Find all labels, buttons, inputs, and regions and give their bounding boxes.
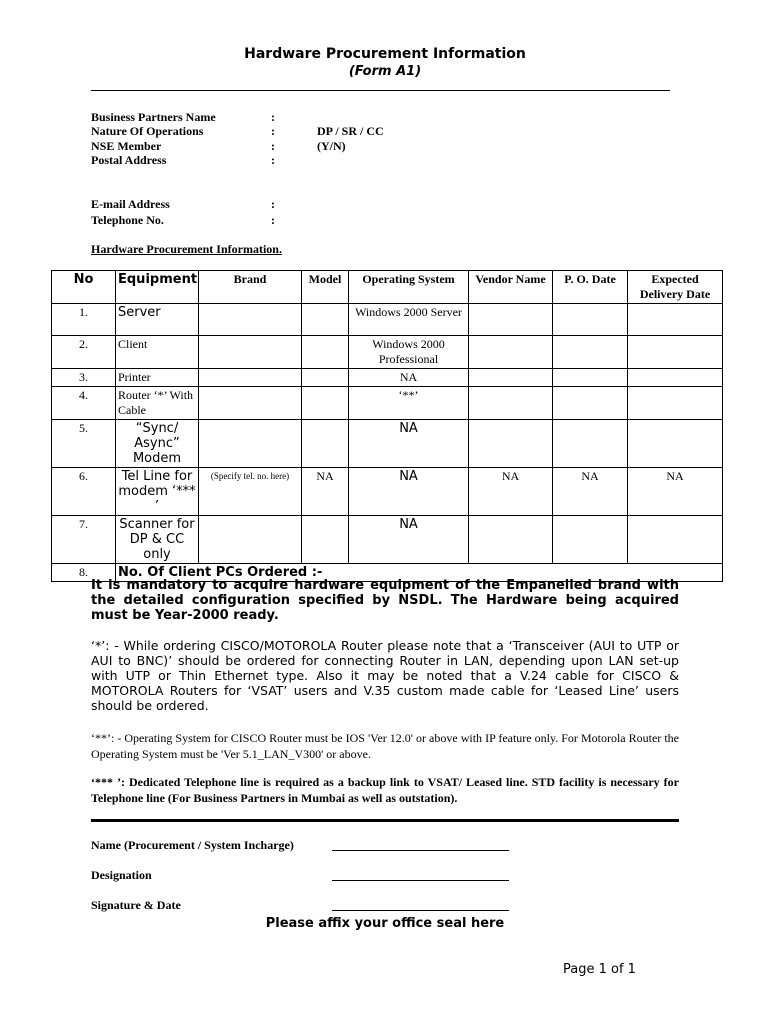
designation-field-label: Designation [91,868,152,882]
cell-model[interactable]: NA [302,468,349,516]
field-label: Telephone No. [91,213,164,227]
page-number: Page 1 of 1 [563,962,636,977]
cell-os: NA [349,369,469,387]
field-label: Nature Of Operations [91,124,204,138]
mandatory-notice: It is mandatory to acquire hardware equipment of the Empanelled brand with the detailed configuration specified by NSDL. The Hardware being acquired must be Year-2000 ready. [91,578,679,623]
column-header-expected-delivery-date: Expected Delivery Date [628,271,723,304]
cell-os: NA [349,420,469,468]
cell-equipment: Router ‘*’ With Cable [116,387,199,420]
cell-delivery[interactable] [628,387,723,420]
cell-equipment: Tel Line for modem ‘*** ’ [116,468,199,516]
field-label: Business Partners Name [91,110,216,124]
cell-no: 4. [52,387,116,420]
cell-no: 3. [52,369,116,387]
cell-vendor[interactable] [469,369,553,387]
field-label: E-mail Address [91,197,170,211]
cell-model[interactable] [302,304,349,336]
cell-po-date[interactable] [553,387,628,420]
cell-po-date[interactable] [553,420,628,468]
field-label: NSE Member [91,139,162,153]
column-header-equipment: Equipment [116,271,199,304]
cell-vendor[interactable]: NA [469,468,553,516]
cell-model[interactable] [302,420,349,468]
hardware-table [51,270,723,582]
section-heading: Hardware Procurement Information. [91,242,282,256]
cell-po-date[interactable]: NA [553,468,628,516]
cell-vendor[interactable] [469,516,553,564]
form-subtitle: (Form A1) [348,64,422,79]
signature-divider [91,819,679,822]
cell-delivery[interactable]: NA [628,468,723,516]
table-row [52,369,723,387]
office-seal-instruction: Please affix your office seal here [265,916,505,931]
cell-no: 1. [52,304,116,336]
cell-brand[interactable] [199,336,302,369]
field-label: Postal Address [91,153,167,167]
cell-os: NA [349,516,469,564]
cell-equipment: Server [116,304,199,336]
cell-po-date[interactable] [553,369,628,387]
table-row [52,387,723,420]
column-header-model: Model [302,271,349,304]
cell-equipment: Scanner for DP & CC only [116,516,199,564]
table-row [52,336,723,369]
cell-model[interactable] [302,369,349,387]
cell-no: 6. [52,468,116,516]
name-field-label: Name (Procurement / System Incharge) [91,838,294,852]
designation-signature-line[interactable] [332,868,509,881]
cell-os: Windows 2000 Professional [349,336,469,369]
form-title: Hardware Procurement Information [244,46,526,62]
cell-model[interactable] [302,516,349,564]
cell-po-date[interactable] [553,516,628,564]
cell-no: 7. [52,516,116,564]
cell-brand[interactable] [199,304,302,336]
client-pcs-ordered[interactable]: No. Of Client PCs Ordered :- [116,564,723,582]
cell-brand[interactable] [199,420,302,468]
field-value[interactable]: DP / SR / CC [317,124,384,138]
cell-brand[interactable] [199,516,302,564]
table-row [52,420,723,468]
cell-delivery[interactable] [628,336,723,369]
cell-po-date[interactable] [553,304,628,336]
cell-equipment: Printer [116,369,199,387]
cell-delivery[interactable] [628,420,723,468]
field-colon: : [271,139,275,153]
signature-date-line[interactable] [332,898,509,911]
column-header-vendor-name: Vendor Name [469,271,553,304]
signature-date-label: Signature & Date [91,898,181,912]
cell-po-date[interactable] [553,336,628,369]
cell-no: 8. [52,564,116,582]
cell-brand[interactable]: (Specify tel. no. here) [199,468,302,516]
telephone-note: ‘*** ’: Dedicated Telephone line is required as a backup link to VSAT/ Leased line. STD facility is necessary for Telephone line (For Business Partners in Mumbai as well as outstation). [91,775,679,805]
column-header-operating-system: Operating System [349,271,469,304]
field-colon: : [271,124,275,138]
cell-equipment: “Sync/ Async” Modem [116,420,199,468]
cell-brand[interactable] [199,369,302,387]
cell-os: NA [349,468,469,516]
router-note: ‘*’: - While ordering CISCO/MOTOROLA Router please note that a ‘Transceiver (AUI to UTP or AUI to BNC)’ should be ordered for connecting Router in LAN, depending upon LAN set-up with UTP or Thin Ethernet type. Also it may be noted that a V.24 cable for CISCO & MOTOROLA Routers for ‘VSAT’ users and V.35 custom made cable for ‘Leased Line’ users should be ordered. [91,638,679,713]
cell-vendor[interactable] [469,304,553,336]
cell-no: 2. [52,336,116,369]
cell-vendor[interactable] [469,387,553,420]
table-row [52,516,723,564]
cell-delivery[interactable] [628,516,723,564]
cell-model[interactable] [302,336,349,369]
cell-equipment: Client [116,336,199,369]
cell-vendor[interactable] [469,420,553,468]
column-header-po-date: P. O. Date [553,271,628,304]
column-header-no: No [52,271,116,304]
field-colon: : [271,110,275,124]
field-colon: : [271,153,275,167]
field-value[interactable]: (Y/N) [317,139,346,153]
table-row [52,468,723,516]
cell-delivery[interactable] [628,304,723,336]
field-colon: : [271,213,275,227]
cell-no: 5. [52,420,116,468]
cell-brand[interactable] [199,387,302,420]
cell-delivery[interactable] [628,369,723,387]
table-row [52,304,723,336]
table-header-row [52,271,723,304]
title-divider [91,90,670,91]
column-header-brand: Brand [199,271,302,304]
cell-os: ‘**’ [349,387,469,420]
os-note: ‘**’: - Operating System for CISCO Router must be IOS 'Ver 12.0' or above with IP feature only. For Motorola Router the Operating System must be 'Ver 5.1_LAN_V300' or above. [91,731,679,761]
field-colon: : [271,197,275,211]
cell-os: Windows 2000 Server [349,304,469,336]
name-signature-line[interactable] [332,838,509,851]
cell-vendor[interactable] [469,336,553,369]
cell-model[interactable] [302,387,349,420]
